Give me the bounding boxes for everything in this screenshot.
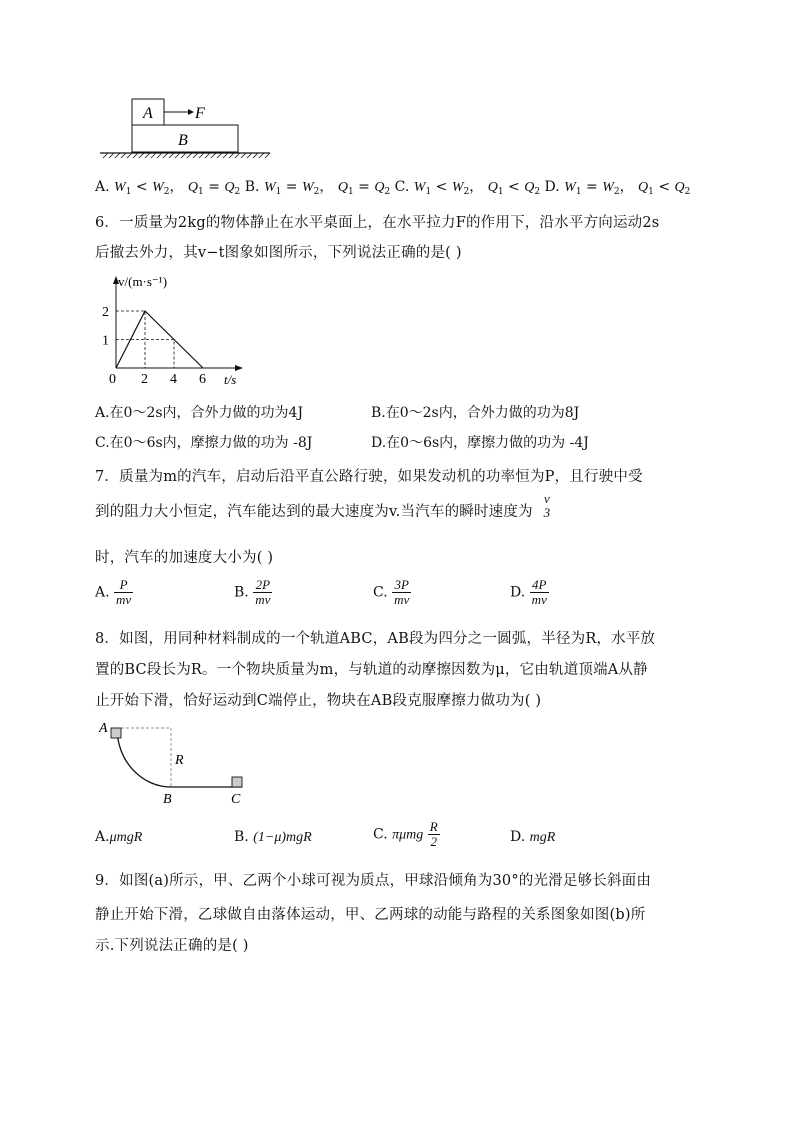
q1-symbol: Q [187,180,199,195]
q5-option-a[interactable] [95,179,245,195]
vt-chart [98,268,258,390]
lt-sign: < [435,179,448,195]
q9-line-1: 9．如图(a)所示，甲、乙两个小球可视为质点，甲球沿倾角为30°的光滑足够长斜面由 [95,873,652,889]
frac-num: 3P [394,577,409,592]
sub-1: 1 [425,187,432,197]
w2-symbol: W [301,180,314,195]
quarter-arc-ab [117,728,171,787]
block-a-label: A [143,105,153,122]
q7-line-2-text: 到的阻力大小恒定，汽车能达到的最大速度为v.当汽车的瞬时速度为 [95,504,533,520]
radius-dashed-lines [121,728,171,787]
q7-option-a-label: A. [95,584,110,601]
sub-2: 2 [463,187,470,197]
q8-option-b[interactable] [234,829,312,846]
comma: ， [469,179,484,195]
sub-1: 1 [648,187,654,197]
q7-frac-den: 3 [543,505,551,520]
q8-option-d-label: D. [510,829,526,845]
lt-sign: < [135,179,148,195]
block-at-a [111,728,121,738]
q7-option-a[interactable] [95,578,133,607]
q2-symbol: Q [524,180,535,195]
q8-option-a[interactable] [95,829,142,846]
q8-option-c-fraction [428,820,440,849]
eq-sign: = [586,179,598,195]
q2-symbol: Q [374,180,385,195]
q7-option-c[interactable] [373,578,411,607]
q8-option-c-label: C. [373,826,388,843]
q6-option-d[interactable]: D.在0～6s内，摩擦力做的功为 -4J [371,435,589,451]
frac-den: mv [255,592,271,607]
q8-option-b-label: B. [234,829,249,845]
eq-sign: = [208,179,220,195]
q5-option-b-label: B. [244,179,260,195]
q5-options-row [95,176,690,197]
comma: ， [319,179,334,195]
x-axis-label: t/s [224,372,237,387]
point-b-label: B [163,792,172,807]
y-tick-label-1: 1 [102,333,109,349]
x-axis-arrowhead [235,365,243,371]
comma: ， [619,179,634,195]
w1-symbol: W [413,180,426,195]
w1-symbol: W [263,180,276,195]
q8-option-c[interactable] [373,820,440,849]
q8-option-a-label: A. [95,829,110,845]
q8-option-c-text: πμmg [392,827,424,843]
q6-option-b[interactable]: B.在0～2s内，合外力做的功为8J [371,405,580,421]
frac-den: mv [531,592,547,607]
block-b-label: B [178,132,188,149]
q7-option-a-fraction [114,578,133,607]
blocks-figure [95,92,275,164]
w1-symbol: W [564,180,576,195]
q7-option-b-label: B. [234,584,249,601]
sub-1: 1 [347,187,354,197]
w1-symbol: W [114,180,126,195]
x-tick-label-0: 0 [109,372,116,387]
sub-2: 2 [684,187,691,197]
q9-line-3: 示.下列说法正确的是( ) [95,938,249,954]
frac-den: mv [116,592,132,607]
q8-line-2: 置的BC段长为R。一个物块质量为m，与轨道的动摩擦因数为μ，它由轨道顶端A从静 [95,662,648,678]
q5-option-a-label: A. [95,179,110,195]
q8-option-d-text: mgR [529,830,556,845]
w2-symbol: W [152,180,164,195]
q6-option-c[interactable]: C.在0～6s内，摩擦力做的功为 -8J [95,435,313,451]
q1-symbol: Q [638,180,649,195]
q7-line-1: 7．质量为m的汽车，启动后沿平直公路行驶，如果发动机的功率恒为P，且行驶中受 [95,469,643,485]
q2-symbol: Q [674,180,685,195]
q7-option-c-fraction [392,578,411,607]
q7-option-b[interactable] [234,578,272,607]
q6-line-2: 后撤去外力，其v−t图象如图所示，下列说法正确的是( ) [95,245,462,261]
q7-option-d-fraction [530,578,549,607]
q1-symbol: Q [487,180,498,195]
q7-speed-fraction [542,492,553,520]
q8-option-d[interactable] [510,829,555,846]
q8-line-3: 止开始下滑，恰好运动到C端停止，物块在AB段克服摩擦力做功为( ) [95,693,542,709]
q7-option-d-label: D. [510,584,526,601]
x-tick-label-4: 4 [170,372,177,387]
q7-line-2 [95,491,552,521]
lt-sign: < [508,179,520,195]
y-tick-label-2: 2 [102,305,109,320]
q5-option-d[interactable] [545,179,691,195]
sub-2: 2 [384,187,391,197]
force-arrowhead [188,109,194,115]
q5-option-c[interactable] [395,179,545,195]
force-label: F [195,105,205,122]
velocity-series-line [116,311,203,368]
frac-num: 4P [532,577,547,592]
comma: ， [169,179,184,195]
x-tick-label-6: 6 [199,372,206,387]
q2-symbol: Q [224,180,235,195]
q5-option-c-label: C. [394,179,410,195]
sub-1: 1 [275,187,282,197]
frac-num: 2P [255,577,271,592]
track-figure [95,716,255,810]
sub-2: 2 [234,187,241,197]
q8-option-a-text: μmgR [109,830,143,845]
q7-frac-num: v [543,491,550,506]
frac-den: mv [394,592,410,607]
q6-line-1: 6．一质量为2kg的物体静止在水平桌面上，在水平拉力F的作用下，沿水平方向运动2s [95,215,660,231]
eq-sign: = [358,179,370,195]
sub-1: 1 [198,187,204,197]
sub-2: 2 [534,187,541,197]
q8-option-b-text: (1−μ)mgR [253,830,312,845]
w2-symbol: W [451,180,464,195]
y-axis-label: v/(m·s⁻¹) [118,274,168,289]
q1-symbol: Q [337,180,348,195]
x-tick-label-2: 2 [141,372,148,387]
ground-hatching [103,153,270,158]
frac-den: 2 [428,834,440,849]
sub-1: 1 [575,187,582,197]
sub-1: 1 [125,187,132,197]
block-at-c [232,777,242,787]
sub-2: 2 [613,187,620,197]
frac-num: R [429,819,438,834]
radius-label: R [175,753,184,768]
q7-option-c-label: C. [373,584,388,601]
q6-option-a[interactable]: A.在0～2s内，合外力做的功为4J [95,405,304,421]
q7-option-d[interactable] [510,578,549,607]
frac-num: P [119,577,128,592]
w2-symbol: W [602,180,614,195]
q9-line-2: 静止开始下滑，乙球做自由落体运动，甲、乙两球的动能与路程的关系图象如图(b)所 [95,907,646,923]
sub-2: 2 [313,187,320,197]
q8-line-1: 8．如图，用同种材料制成的一个轨道ABC，AB段为四分之一圆弧，半径为R，水平放 [95,631,656,647]
lt-sign: < [658,179,671,195]
sub-2: 2 [163,187,170,197]
q5-option-b[interactable] [245,179,395,195]
sub-1: 1 [497,187,504,197]
eq-sign: = [285,179,298,195]
q5-option-d-label: D. [544,179,560,195]
q7-line-3: 时，汽车的加速度大小为( ) [95,550,274,566]
point-c-label: C [231,792,241,807]
q7-option-b-fraction [253,578,272,607]
point-a-label: A [99,721,108,736]
